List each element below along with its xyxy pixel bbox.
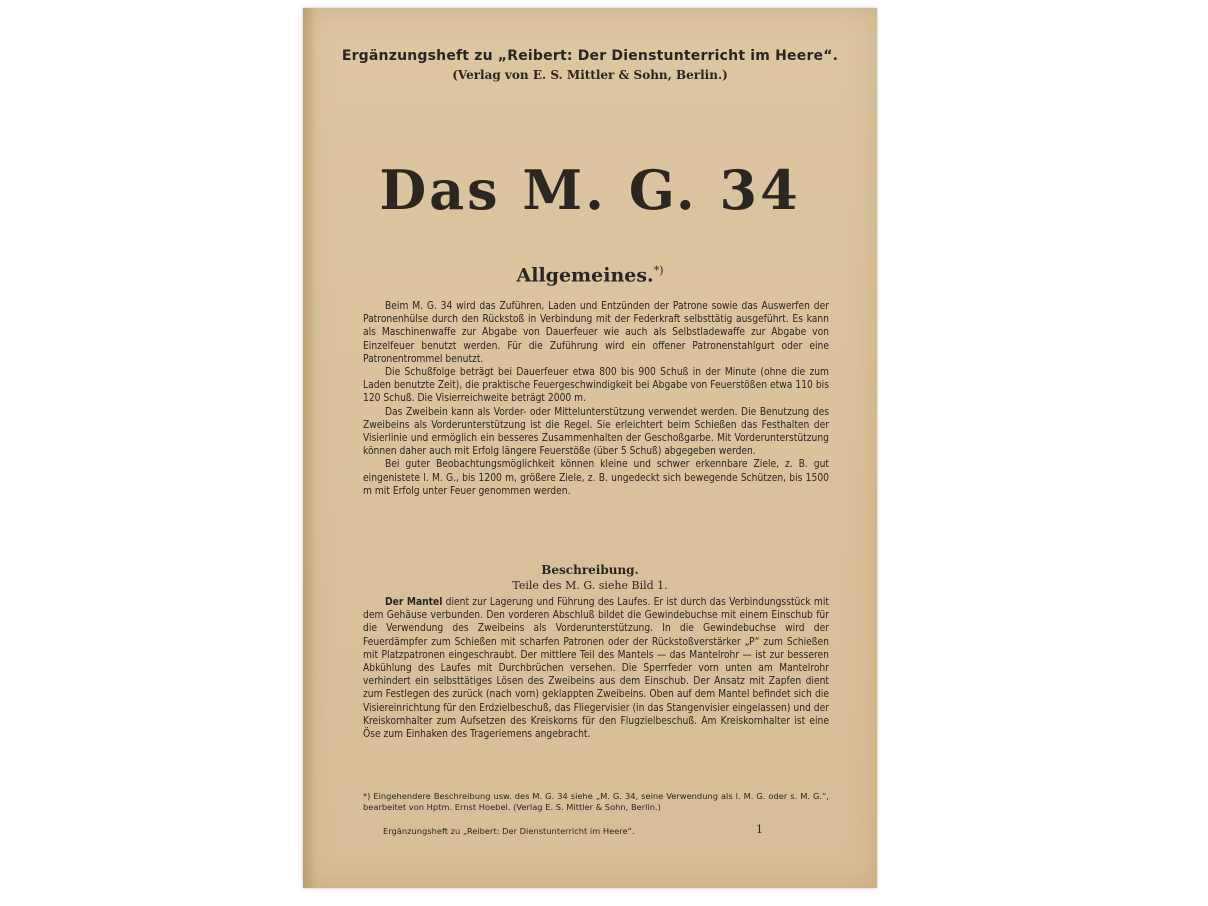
footnote-marker: *) [653,264,664,277]
paragraph [363,596,829,741]
section-title [303,264,877,286]
page-title: Das M. G. 34 [379,158,801,222]
page-number: 1 [756,823,763,836]
paragraph: Beim M. G. 34 wird das Zuführen, Laden und Entzünden der Patrone sowie das Auswerfen der Patronenhülse durch den Rückstoß in Verbindung mit der Federkraft selbsttätig ausgeführt. Es kann als Maschinenwaffe zur Abgabe von Dauerfeuer wie auch als Selbstladewaffe zur Abgabe von Einzelfeuer benutzt werden. Für die Zuführung wird ein offener Patronenstahlgurt oder eine Patronentrommel benutzt. [363,301,829,365]
header-publisher: (Verlag von E. S. Mittler & Sohn, Berlin.) [452,68,728,82]
section-general [363,300,829,498]
paragraph: Die Schußfolge beträgt bei Dauerfeuer etwa 800 bis 900 Schuß in der Minute (ohne die zum Laden benutzte Zeit), die praktische Feuergeschwindigkeit bei Abgabe von Feuerstößen etwa 110 bis 120 Schuß. Die Visierreichweite beträgt 2000 m. [363,367,829,405]
page-footer: Ergänzungsheft zu „Reibert: Der Dienstunterricht im Heere“. [383,826,635,836]
footnote: *) Eingehendere Beschreibung usw. des M. G. 34 siehe „M. G. 34, seine Verwendung als l. M. G. oder s. M. G.“, bearbeitet von Hptm. Ernst Hoebel. (Verlag E. S. Mittler & Sohn, Berlin.) [363,791,829,812]
header-title: Ergänzungsheft zu „Reibert: Der Dienstunterricht im Heere“. [341,48,839,64]
paragraph-lead: Der Mantel [385,597,443,608]
document-page [303,8,877,888]
section-subheading: Teile des M. G. siehe Bild 1. [512,579,668,592]
section-title-text: Allgemeines. [516,264,654,287]
paragraph-text: dient zur Lagerung und Führung des Laufes. Er ist durch das Verbindungsstück mit dem Gehäuse verbunden. Den vorderen Abschluß bildet die Gewindebuchse mit einem Einschub für die Verwendung des Zweibeins als Vorderunterstützung. In die Gewindebuchse wird der Feuerdämpfer zum Schießen mit scharfen Patronen oder der Rückstoßverstärker „P“ zum Schießen mit Platzpatronen eingeschraubt. Der mittlere Teil des Mantels — das Mantelrohr — ist zur besseren Abkühlung des Laufes mit Durchbrüchen versehen. Die Sperrfeder vorn unten am Mantelrohr verhindert ein selbsttätiges Lösen des Zweibeins aus dem Einschub. Der Ansatz mit Zapfen dient zum Festlegen des zurück (nach vorn) geklappten Zweibeins. Oben auf dem Mantel befindet sich die Visiereinrichtung für den Erdzielbeschuß, das Fliegervisier (in das Stangenvisier eingelassen) und der Kreiskornhalter zum Aufsetzen des Kreiskorns für den Flugzielbeschuß. Am Kreiskornhalter ist eine Öse zum Einhaken des Trageriemens angebracht. [363,597,829,741]
section-heading-description: Beschreibung. [541,563,639,577]
paragraph: Bei guter Beobachtungsmöglichkeit können kleine und schwer erkennbare Ziele, z. B. gut eingenistete l. M. G., bis 1200 m, größere Ziele, z. B. ungedeckt sich bewegende Schützen, bis 1500 m mit Erfolg unter Feuer genommen werden. [363,459,829,497]
paragraph: Das Zweibein kann als Vorder- oder Mittelunterstützung verwendet werden. Die Benutzung des Zweibeins als Vorderunterstützung ist die Regel. Sie erleichtert beim Schießen das Festhalten der Visierlinie und ermöglich ein besseres Zusammenhalten der Geschoßgarbe. Mit Vorderunterstützung können daher auch mit Erfolg längere Feuerstöße (über 5 Schuß) abgegeben werden. [363,406,829,458]
section-description [363,596,829,741]
